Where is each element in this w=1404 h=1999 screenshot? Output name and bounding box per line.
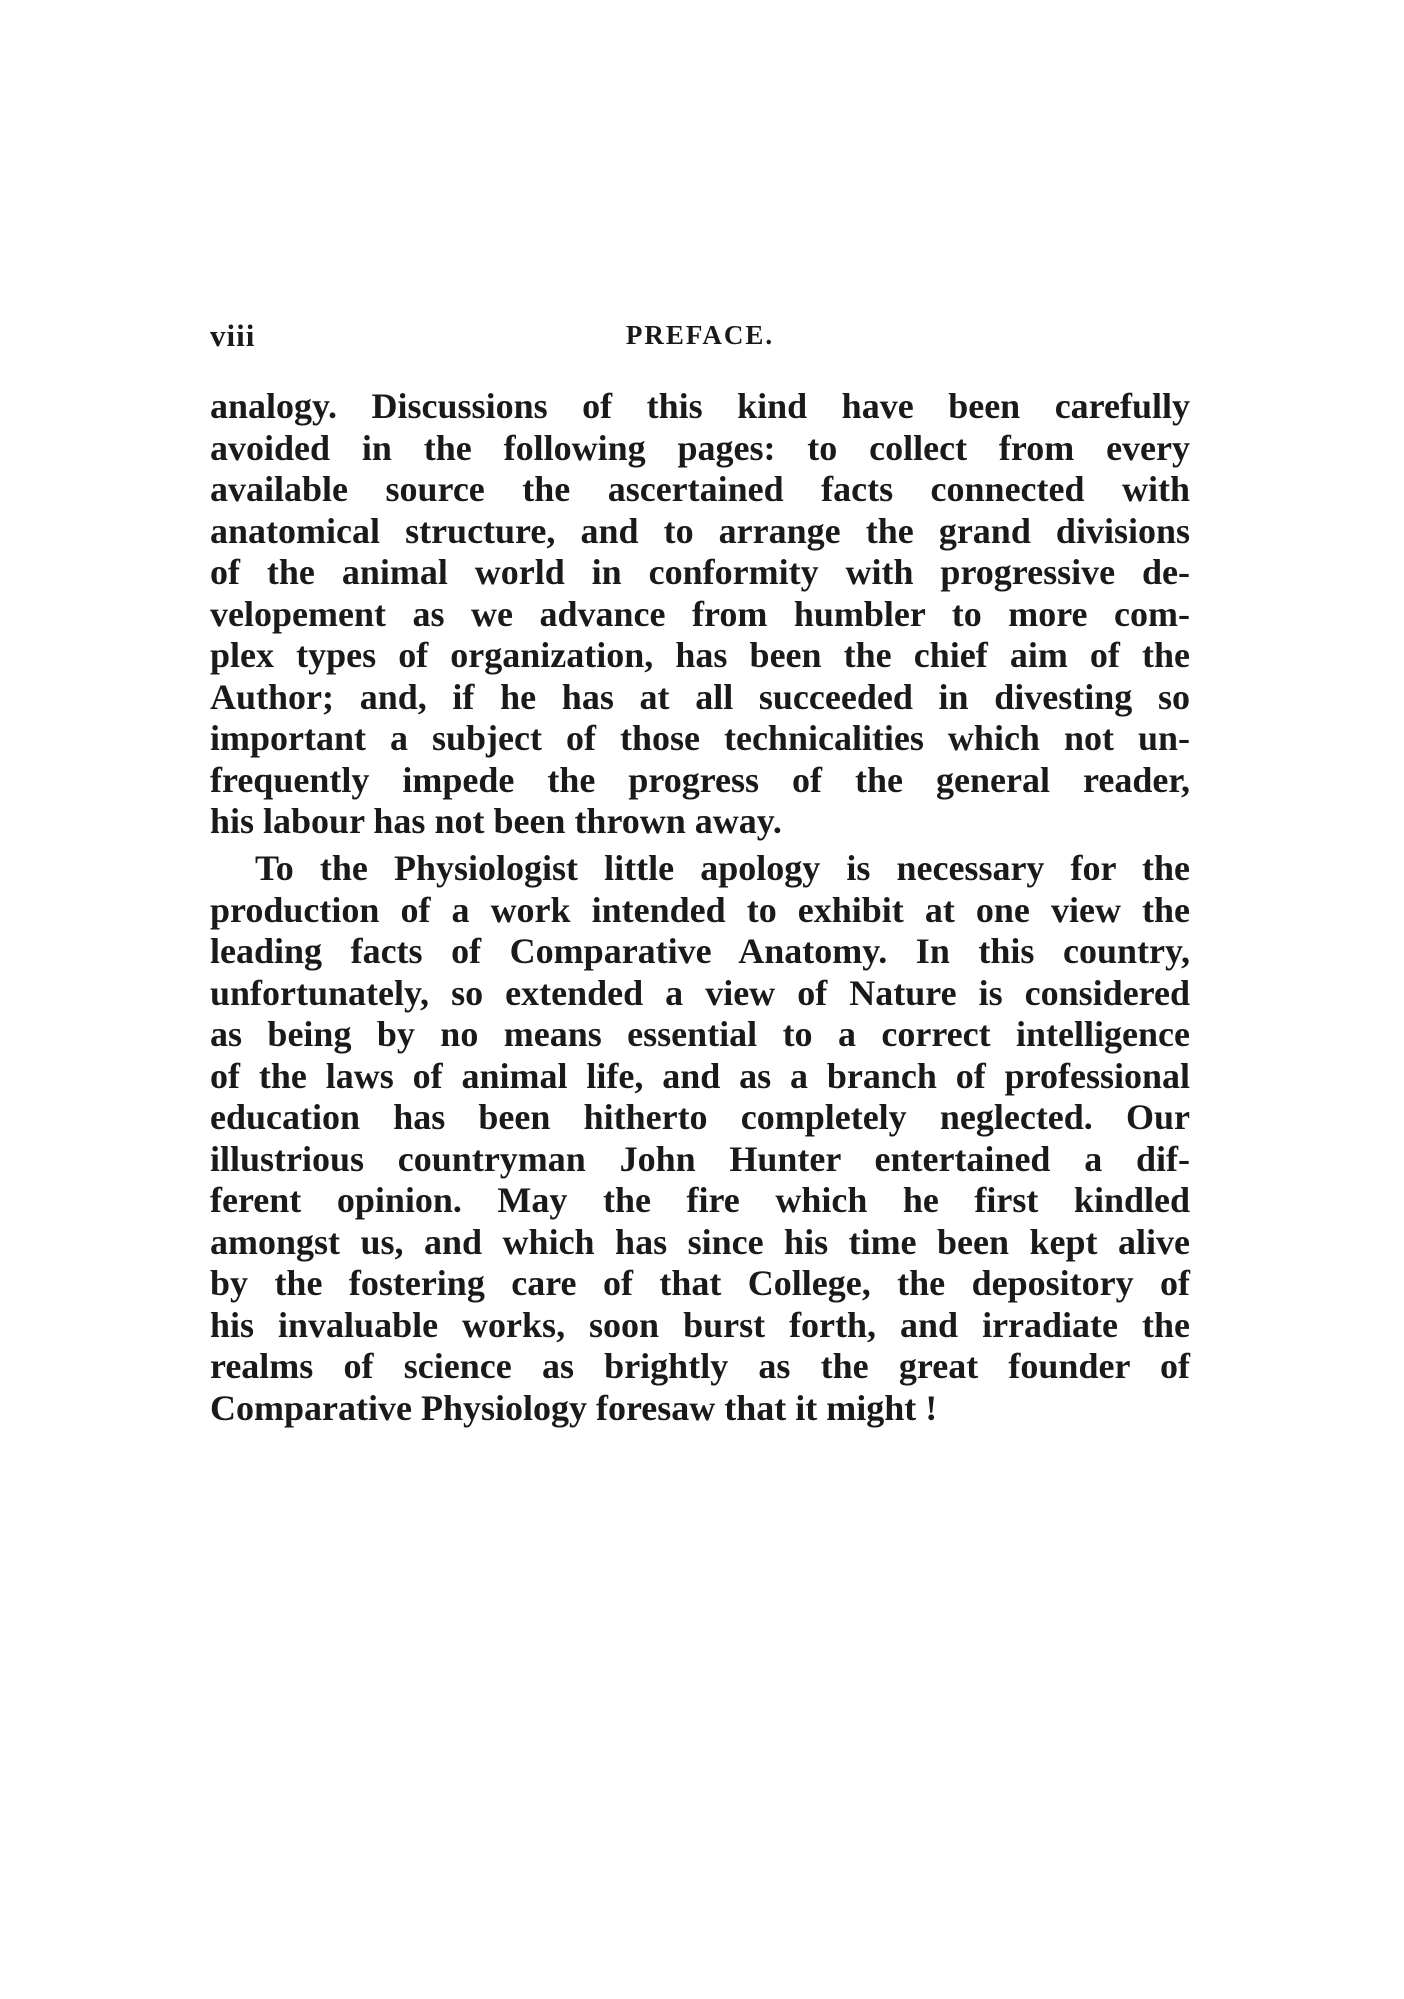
text-line: his invaluable works, soon burst forth, and irradiate the bbox=[210, 1305, 1190, 1345]
text-line: his labour has not been thrown away. bbox=[210, 801, 782, 841]
text-line: by the fostering care of that College, the depository of bbox=[210, 1263, 1190, 1303]
running-head bbox=[210, 318, 1190, 358]
text-line: To the Physiologist little apology is necessary for the bbox=[255, 848, 1190, 888]
text-line: realms of science as brightly as the great founder of bbox=[210, 1346, 1190, 1386]
text-line: production of a work intended to exhibit at one view the bbox=[210, 890, 1190, 930]
text-line: of the animal world in conformity with progressive de- bbox=[210, 552, 1190, 592]
text-line: Comparative Physiology foresaw that it might ! bbox=[210, 1388, 938, 1428]
text-line: unfortunately, so extended a view of Nature is considered bbox=[210, 973, 1190, 1013]
text-line: anatomical structure, and to arrange the grand divisions bbox=[210, 511, 1190, 551]
page-number: viii bbox=[210, 318, 256, 353]
text-line: illustrious countryman John Hunter entertained a dif- bbox=[210, 1139, 1190, 1179]
running-title: PREFACE. bbox=[625, 320, 775, 350]
text-line: as being by no means essential to a correct intelligence bbox=[210, 1014, 1190, 1054]
text-line: velopement as we advance from humbler to more com- bbox=[210, 594, 1190, 634]
text-line: ferent opinion. May the fire which he first kindled bbox=[210, 1180, 1190, 1220]
text-line: amongst us, and which has since his time been kept alive bbox=[210, 1222, 1190, 1262]
text-line: of the laws of animal life, and as a branch of professional bbox=[210, 1056, 1190, 1096]
text-line: education has been hitherto completely neglected. Our bbox=[210, 1097, 1190, 1137]
text-line: frequently impede the progress of the general reader, bbox=[210, 760, 1190, 800]
text-line: important a subject of those technicalities which not un- bbox=[210, 718, 1190, 758]
text-line: available source the ascertained facts connected with bbox=[210, 469, 1190, 509]
text-line: analogy. Discussions of this kind have been carefully bbox=[210, 386, 1190, 426]
text-line: leading facts of Comparative Anatomy. In this country, bbox=[210, 931, 1190, 971]
text-line: Author; and, if he has at all succeeded in divesting so bbox=[210, 677, 1190, 717]
text-line: plex types of organization, has been the chief aim of the bbox=[210, 635, 1190, 675]
text-line: avoided in the following pages: to collect from every bbox=[210, 428, 1190, 468]
